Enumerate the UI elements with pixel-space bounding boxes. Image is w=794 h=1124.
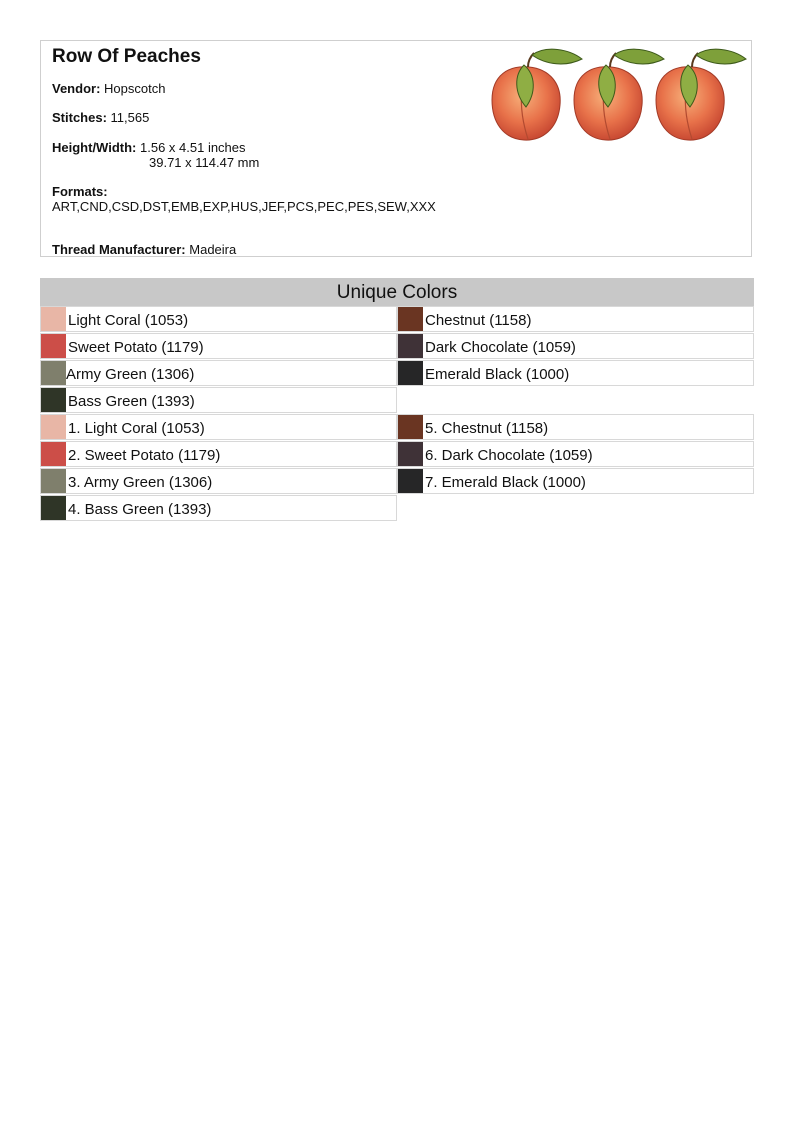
- color-swatch: [41, 496, 66, 520]
- color-swatch: [398, 442, 423, 466]
- sequence-label: 1. Light Coral (1053): [68, 420, 205, 437]
- sequence-label: 2. Sweet Potato (1179): [68, 447, 221, 464]
- height-width-inches: 1.56 x 4.51 inches: [140, 140, 246, 155]
- vendor-row: [52, 81, 165, 96]
- formats-value: ART,CND,CSD,DST,EMB,EXP,HUS,JEF,PCS,PEC,PES,SEW,XXX: [52, 199, 436, 214]
- color-swatch: [41, 334, 66, 358]
- color-label: Emerald Black (1000): [425, 366, 570, 383]
- color-swatch: [41, 361, 66, 385]
- stitches-row: [52, 110, 149, 125]
- peaches-design-image: [484, 45, 749, 145]
- color-row: [40, 387, 397, 413]
- design-title: Row Of Peaches: [52, 46, 201, 67]
- color-label: Chestnut (1158): [425, 312, 532, 329]
- vendor-value: Hopscotch: [104, 81, 166, 96]
- color-row: [397, 360, 754, 386]
- design-info-panel: [40, 40, 752, 257]
- color-swatch: [398, 334, 423, 358]
- stitches-label: Stitches:: [52, 110, 107, 125]
- color-row: [40, 360, 397, 386]
- color-swatch: [398, 307, 423, 331]
- color-swatch: [41, 415, 66, 439]
- sequence-row: [397, 468, 754, 494]
- color-row: [40, 306, 397, 332]
- sequence-label: 5. Chestnut (1158): [425, 420, 549, 437]
- height-width-label: Height/Width:: [52, 140, 137, 155]
- color-row: [40, 333, 397, 359]
- height-width-row: [52, 140, 246, 155]
- sequence-label: 3. Army Green (1306): [68, 474, 213, 491]
- sequence-label: 4. Bass Green (1393): [68, 501, 212, 518]
- unique-colors-header: Unique Colors: [40, 278, 754, 306]
- sequence-row: [40, 468, 397, 494]
- color-swatch: [41, 469, 66, 493]
- color-row: [397, 306, 754, 332]
- sequence-row: [40, 441, 397, 467]
- sequence-row: [397, 414, 754, 440]
- sequence-row: [40, 414, 397, 440]
- height-width-mm: 39.71 x 114.47 mm: [149, 155, 260, 170]
- color-swatch: [41, 307, 66, 331]
- sequence-label: 7. Emerald Black (1000): [425, 474, 586, 491]
- sequence-label: 6. Dark Chocolate (1059): [425, 447, 593, 464]
- color-row: [397, 333, 754, 359]
- sequence-row: [40, 495, 397, 521]
- color-label: Bass Green (1393): [68, 393, 195, 410]
- color-label: Army Green (1306): [66, 366, 195, 383]
- vendor-label: Vendor:: [52, 81, 101, 96]
- color-label: Dark Chocolate (1059): [425, 339, 576, 356]
- color-swatch: [398, 415, 423, 439]
- thread-row: [52, 242, 236, 257]
- unique-colors-table: [40, 278, 754, 518]
- thread-value: Madeira: [189, 242, 237, 257]
- color-label: Light Coral (1053): [68, 312, 189, 329]
- sequence-row: [397, 441, 754, 467]
- formats-label: Formats:: [52, 184, 108, 199]
- color-swatch: [41, 442, 66, 466]
- color-swatch: [398, 361, 423, 385]
- stitches-value: 11,565: [110, 110, 150, 125]
- color-swatch: [41, 388, 66, 412]
- thread-label: Thread Manufacturer:: [52, 242, 186, 257]
- color-label: Sweet Potato (1179): [68, 339, 204, 356]
- color-swatch: [398, 469, 423, 493]
